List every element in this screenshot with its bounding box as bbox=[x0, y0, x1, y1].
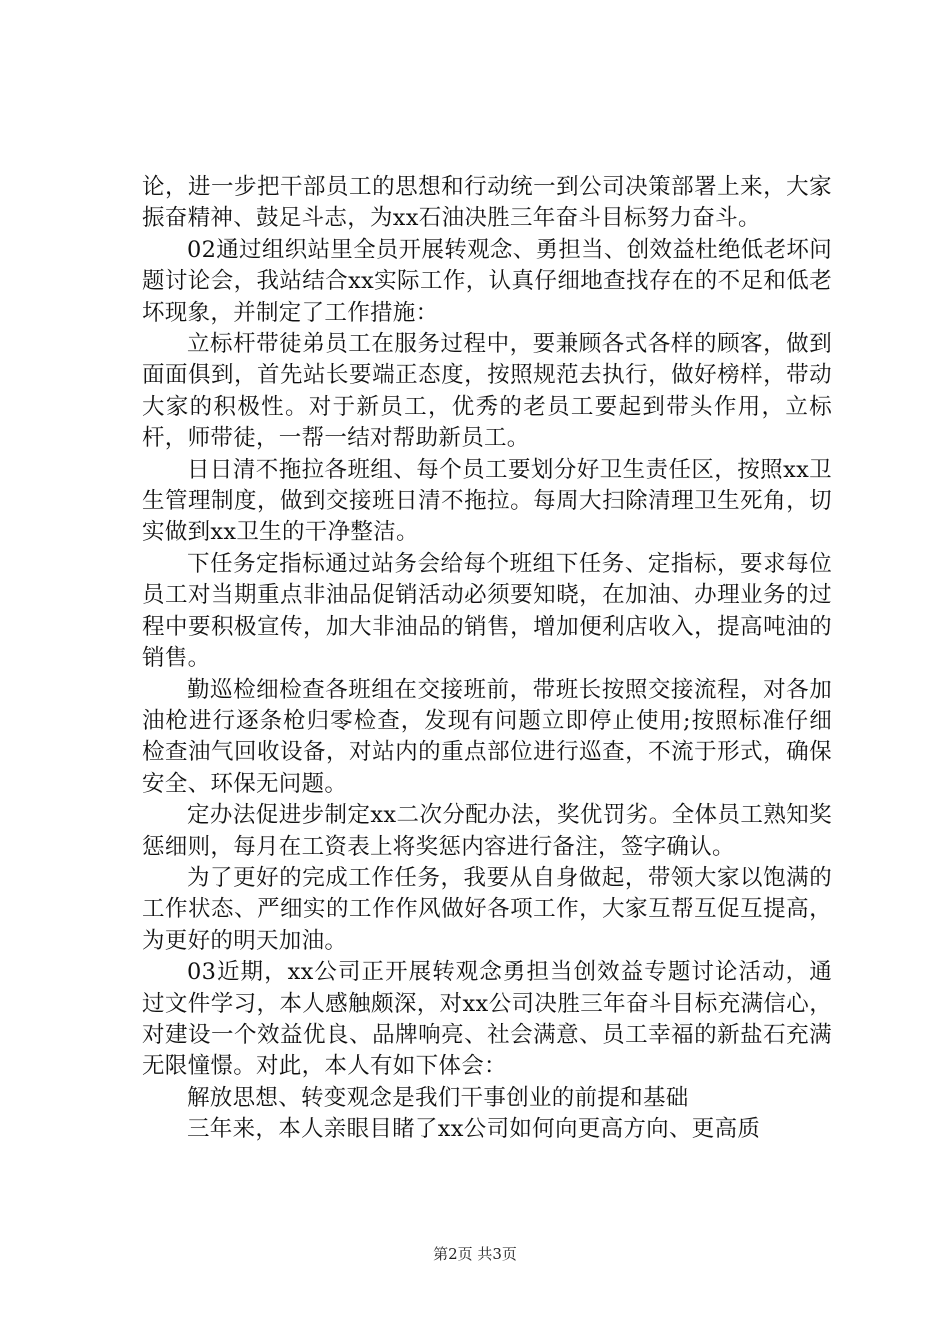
paragraph-methods: 定办法促进步制定xx二次分配办法，奖优罚劣。全体员工熟知奖惩细则，每月在工资表上将奖惩内容进行备注，签字确认。 bbox=[142, 802, 832, 860]
paragraph-three-years: 三年来，本人亲眼目睹了xx公司如何向更高方向、更高质 bbox=[187, 1116, 761, 1143]
page-number-footer: 第2页 共3页 bbox=[433, 1245, 517, 1263]
paragraph-daily-clean: 日日清不拖拉各班组、每个员工要划分好卫生责任区，按照xx卫生管理制度，做到交接班日清不拖拉。每周大扫除清理卫生死角，切实做到xx卫生的干净整洁。 bbox=[142, 456, 832, 546]
paragraph-continuation: 论，进一步把干部员工的思想和行动统一到公司决策部署上来，大家振奋精神、鼓足斗志，为xx石油决胜三年奋斗目标努力奋斗。 bbox=[142, 174, 832, 232]
paragraph-heading-liberate: 解放思想、转变观念是我们干事创业的前提和基础 bbox=[187, 1084, 689, 1111]
document-body bbox=[142, 172, 832, 1146]
paragraph-02-intro: 02通过组织站里全员开展转观念、勇担当、创效益杜绝低老坏问题讨论会，我站结合xx实际工作，认真仔细地查找存在的不足和低老坏现象，并制定了工作措施： bbox=[142, 236, 832, 326]
paragraph-inspection: 勤巡检细检查各班组在交接班前，带班长按照交接流程，对各加油枪进行逐条枪归零检查，发现有问题立即停止使用;按照标准仔细检查油气回收设备，对站内的重点部位进行巡查，不流于形式，确保安全、环保无问题。 bbox=[142, 676, 832, 797]
paragraph-role-model: 立标杆带徒弟员工在服务过程中，要兼顾各式各样的顾客，做到面面俱到，首先站长要端正态度，按照规范去执行，做好榜样，带动大家的积极性。对于新员工，优秀的老员工要起到带头作用，立标杆，师带徒，一帮一结对帮助新员工。 bbox=[142, 331, 832, 452]
paragraph-tasks-targets: 下任务定指标通过站务会给每个班组下任务、定指标，要求每位员工对当期重点非油品促销活动必须要知晓，在加油、办理业务的过程中要积极宣传，加大非油品的销售，增加便利店收入，提高吨油的销售。 bbox=[142, 550, 832, 672]
paragraph-03-intro: 03近期，xx公司正开展转观念勇担当创效益专题讨论活动，通过文件学习，本人感触颇深，对xx公司决胜三年奋斗目标充满信心，对建设一个效益优良、品牌响亮、社会满意、员工幸福的新盐石充满无限憧憬。对此，本人有如下体会： bbox=[142, 959, 832, 1080]
paragraph-commitment: 为了更好的完成工作任务，我要从自身做起，带领大家以饱满的工作状态、严细实的工作作风做好各项工作，大家互帮互促互提高，为更好的明天加油。 bbox=[142, 864, 832, 954]
